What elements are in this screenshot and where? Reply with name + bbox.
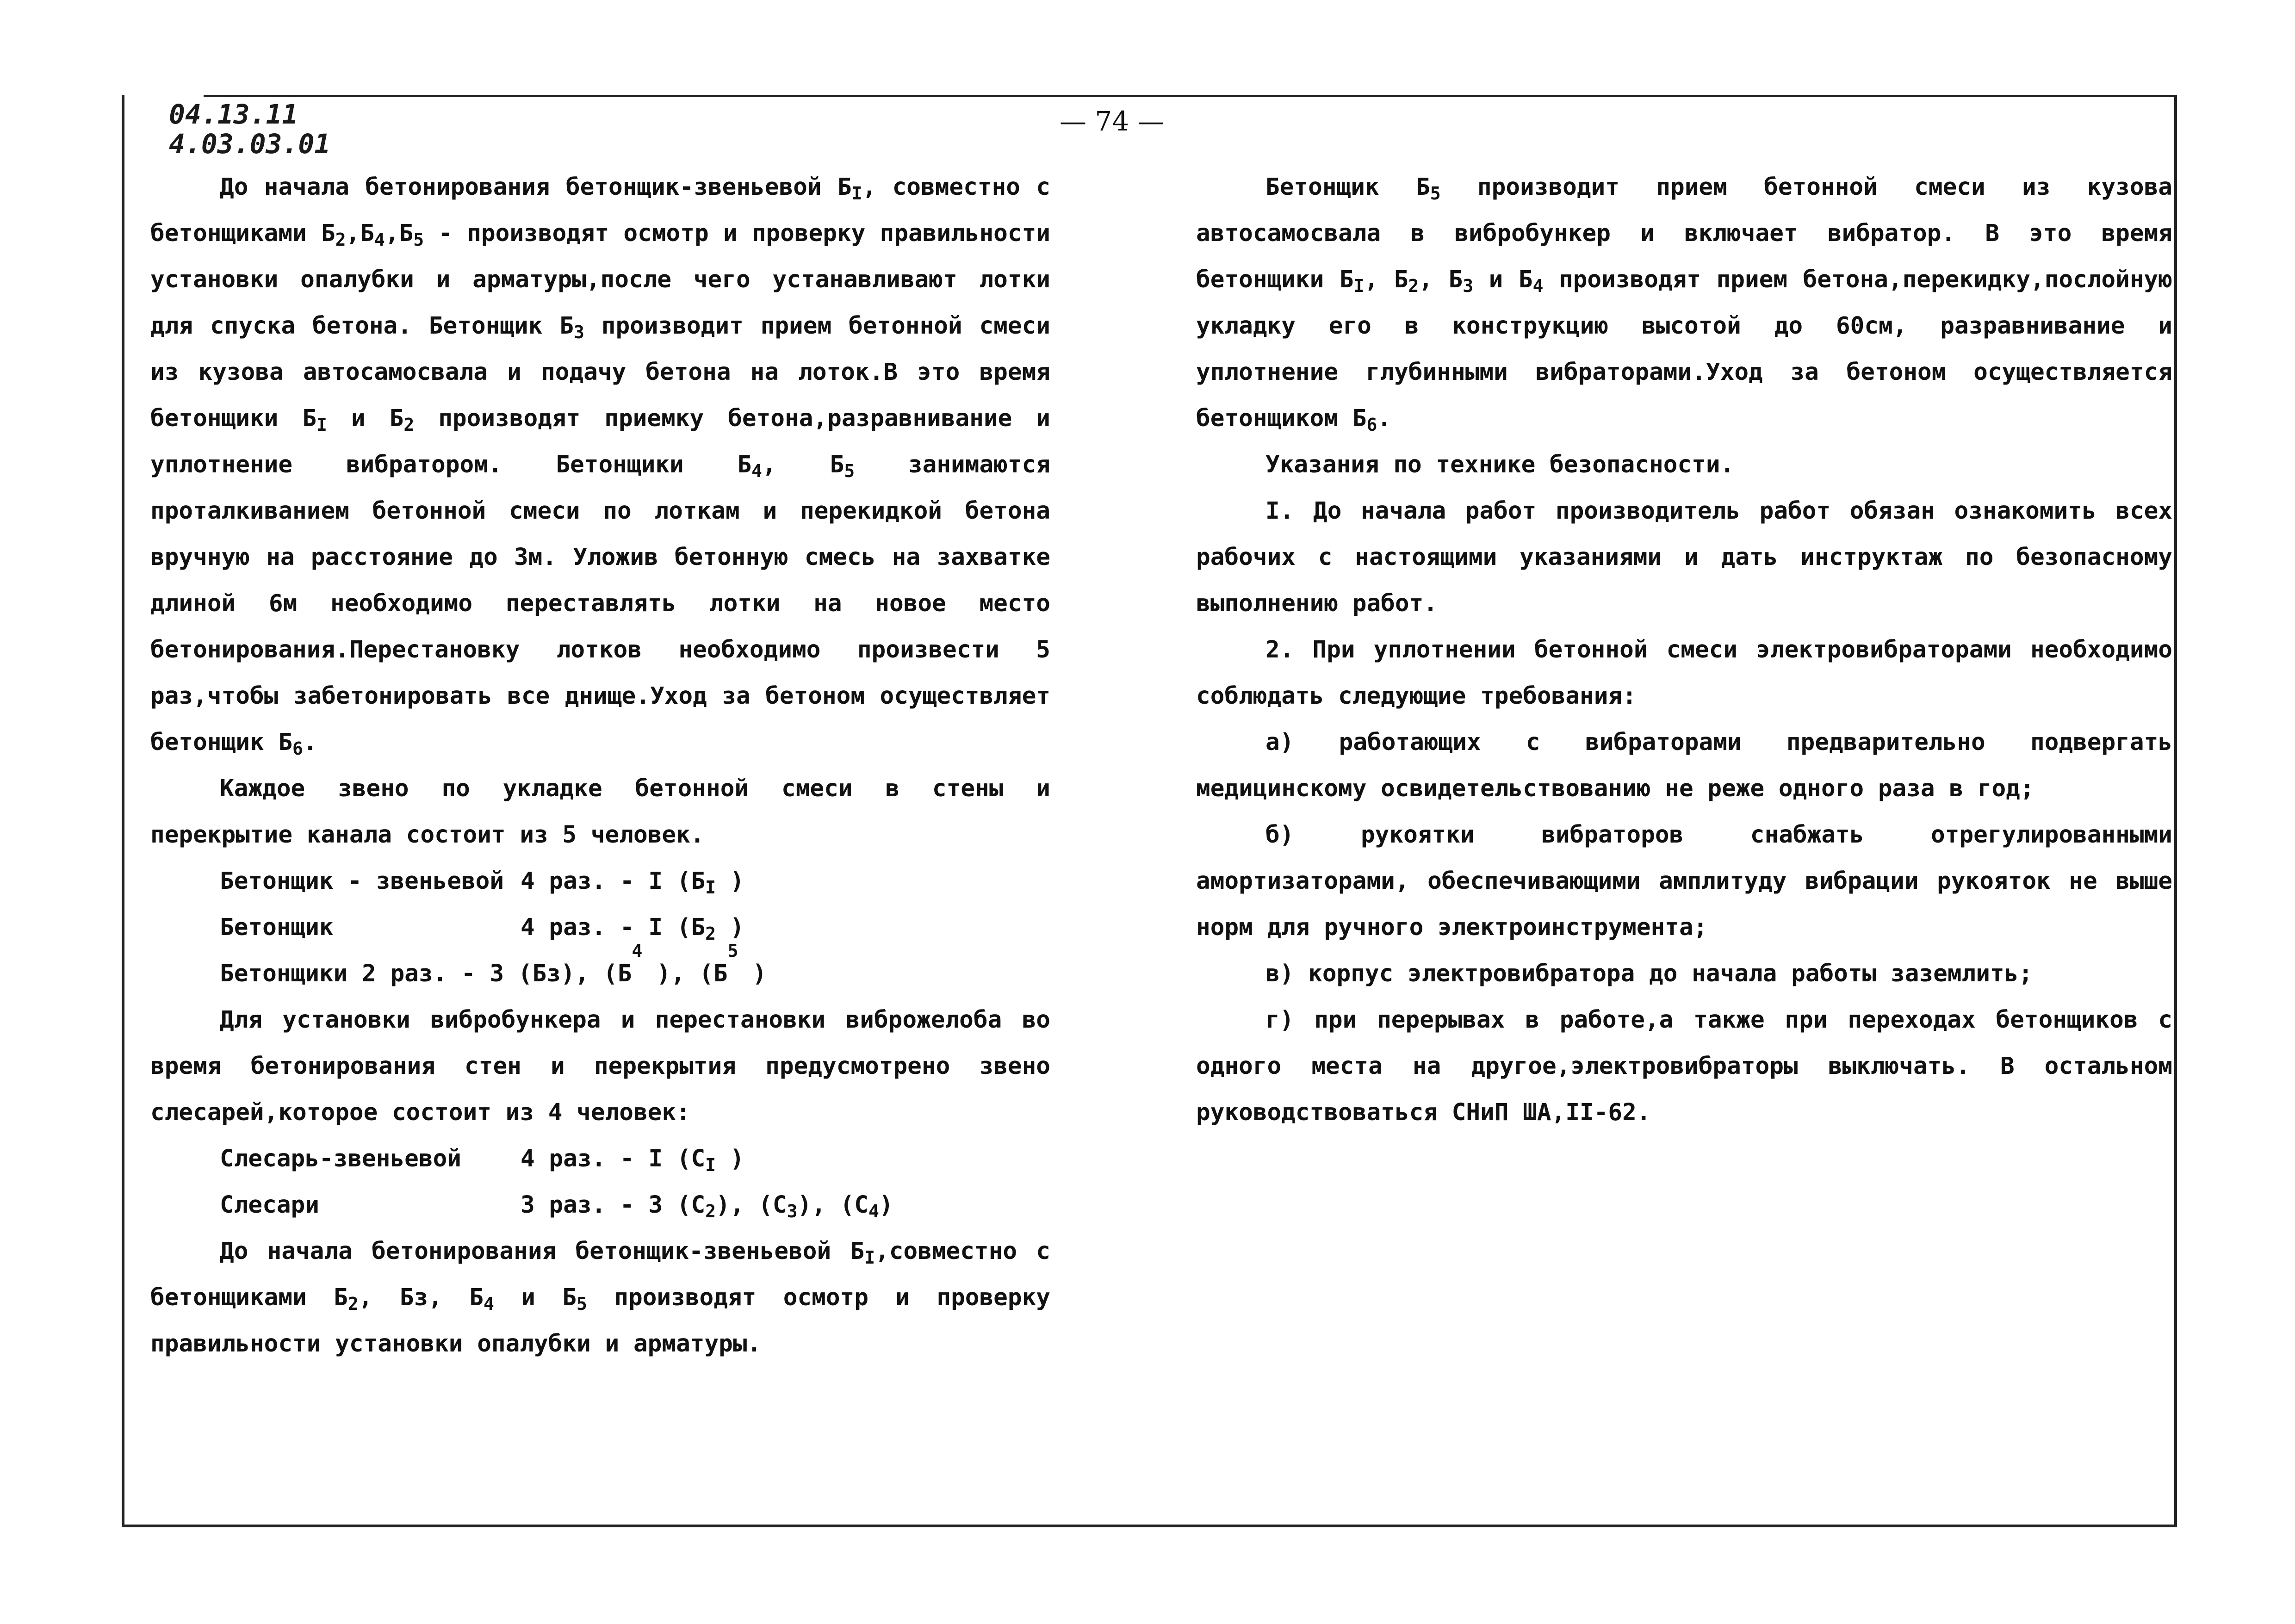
crew2-row — [220, 1182, 1050, 1228]
crew2-row — [220, 1136, 1050, 1182]
handwritten-line-1: 04.13.11 — [169, 99, 298, 130]
handwritten-line-2: 4.03.03.01 — [169, 128, 331, 160]
paragraph-3: Для установки вибробункера и перестановки виброжелоба во время бетонирования стен и перекрытия предусмотрено звено слесарей,которое состоит из 4 человек: — [150, 1006, 1050, 1126]
crew-role: Бетонщик - звеньевой — [220, 868, 504, 895]
frame-tick — [122, 95, 124, 113]
safety-item-b: б) рукоятки вибраторов снабжать отрегулированными амортизаторами, обеспечивающими амплитуду вибрации рукояток не выше норм для ручного электроинструмента; — [1196, 821, 2172, 941]
crew-detail: 4 раз. - I ($Б_2$ ) — [521, 914, 744, 944]
crew1-row: Бетонщики 2 раз. - 3 (Бз), (Б 4 ), (Б 5 ) — [220, 941, 767, 987]
crew-role: Слесарь-звеньевой — [220, 1145, 461, 1172]
left-column — [150, 164, 1050, 1367]
safety-item-c: в) корпус электровибратора до начала работы заземлить; — [1265, 960, 2033, 987]
paragraph-4: До начала бетонирования бетонщик-звеньевой $Б_I,совместно$ с бетонщиками $Б_2$, Бз, $Б_4$ и $Б_5$ производят осмотр и проверку правильности установки опалубки и арматуры. — [150, 1238, 1051, 1357]
crew-detail: 4 раз. - I ($Б_I$ ) — [521, 868, 744, 898]
crew1-list — [150, 858, 1050, 997]
page-number: — 74 — — [1060, 105, 1165, 137]
safety-item-1: I. До начала работ производитель работ обязан ознакомить всех рабочих с настоящими указаниями и дать инструктаж по безопасному выполнению работ. — [1196, 497, 2172, 617]
paragraph-right-1: Бетонщик $Б_5$ производит прием бетонной смеси из кузова автосамосвала в вибробункер и включает вибратор. В это время бетонщики $Б_I$, $Б_2$, $Б_3$ и $Б_4$ производят прием бетона,перекидку,послойную укладку его в конструкцию высотой до 60см, разравнивание и уплотнение глубинными вибраторами.Уход за бетоном осуществляется бетонщиком $Б_6$. — [1196, 174, 2173, 435]
crew2-list — [150, 1136, 1050, 1228]
crew-role: Бетонщик — [220, 914, 334, 941]
safety-item-a: а) работающих с вибраторами предварительно подвергать медицинскому освидетельствованию не реже одного раза в год; — [1196, 729, 2172, 802]
right-column — [1196, 164, 2172, 1136]
crew1-row — [220, 858, 1050, 905]
crew-detail: 3 раз. - 3 $(С_2)$, $(С_3)$, $(С_4)$ — [521, 1191, 893, 1221]
paragraph-1: До начала бетонирования бетонщик-звеньевой $Б_I$, совместно с бетонщиками $Б_2,Б_4,Б_5$ - производят осмотр и проверку правильности установки опалубки и арматуры,после чего устанавливают лотки для спуска бетона. Бетонщик $Б_3$ производит прием бетонной смеси из кузова автосамосвала и подачу бетона на лоток.В это время бетонщики $Б_I$ и $Б_2$ производят приемку бетона,разравнивание и уплотнение вибратором. Бетонщики $Б_4$, $Б_5$ занимаются проталкиванием бетонной смеси по лоткам и перекидкой бетона вручную на расстояние до 3м. Уложив бетонную смесь на захватке длиной 6м необходимо переставлять лотки на новое место бетонирования.Перестановку лотков необходимо произвести 5 раз,чтобы забетонировать все днище.Уход за бетоном осуществляет бетонщик $Б_6$. — [150, 174, 1050, 759]
page-frame-top — [204, 95, 2174, 97]
safety-title: Указания по технике безопасности. — [1265, 451, 1735, 478]
safety-item-2: 2. При уплотнении бетонной смеси электровибраторами необходимо соблюдать следующие требования: — [1196, 636, 2172, 710]
handwritten-code — [169, 99, 330, 159]
safety-item-d: г) при перерывах в работе,а также при переходах бетонщиков с одного места на другое,электровибраторы выключать. В остальном руководствоваться СНиП ШA,II-62. — [1196, 1006, 2172, 1126]
crew-role: Слесари — [220, 1191, 319, 1219]
paragraph-2: Каждое звено по укладке бетонной смеси в стены и перекрытие канала состоит из 5 человек. — [150, 775, 1050, 849]
crew-detail: 4 раз. - I ($С_I$ ) — [521, 1145, 744, 1175]
